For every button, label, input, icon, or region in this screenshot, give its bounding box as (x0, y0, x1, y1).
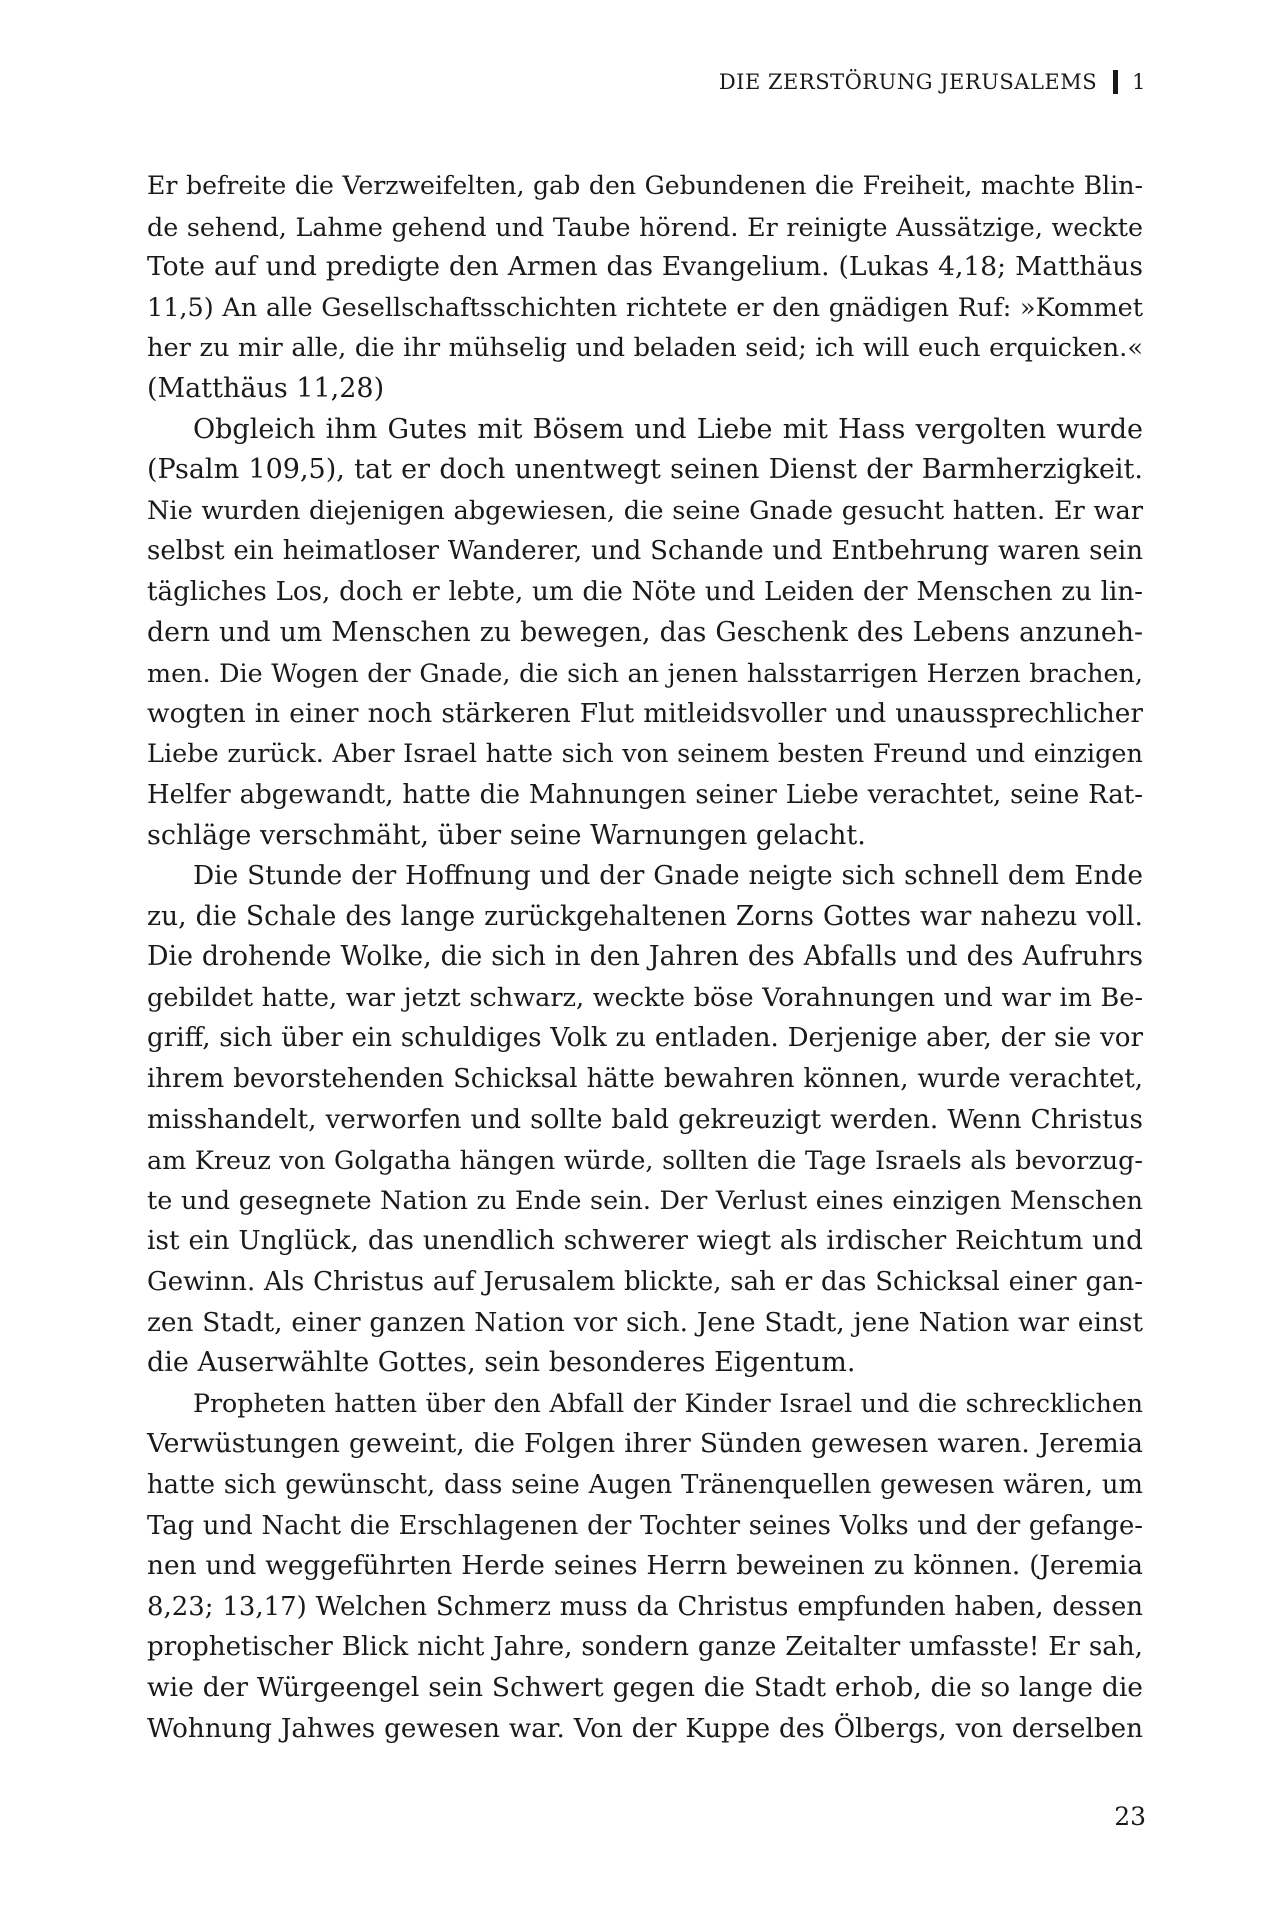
paragraph (147, 856, 1143, 1384)
text-line: te und gesegnete Nation zu Ende sein. Der Verlust eines einzigen Menschen (147, 1185, 1143, 1216)
text-line: wie der Würgeengel sein Schwert gegen die Stadt erhob, die so lange die (147, 1671, 1143, 1703)
body-text (147, 166, 1143, 1749)
text-line: (Psalm 109,5), tat er doch unentwegt seinen Dienst der Barmherzigkeit. (147, 454, 1143, 486)
text-line: prophetischer Blick nicht Jahre, sondern ganze Zeitalter umfasste! Er sah, (147, 1632, 1143, 1663)
running-head (719, 70, 1146, 94)
text-line: 8,23; 13,17) Welchen Schmerz muss da Christus empfunden haben, dessen (147, 1591, 1143, 1622)
paragraph (147, 410, 1143, 857)
text-line: nen und weggeführten Herde seines Herrn beweinen zu können. (Jeremia (147, 1551, 1143, 1582)
page-number: 23 (1114, 1802, 1146, 1831)
text-line: die Auserwählte Gottes, sein besonderes Eigentum. (147, 1347, 856, 1379)
text-line: selbst ein heimatloser Wanderer, und Schande und Entbehrung waren sein (147, 536, 1143, 567)
text-line: Helfer abgewandt, hatte die Mahnungen seiner Liebe verachtet, seine Rat- (147, 779, 1143, 810)
text-line: schläge verschmäht, über seine Warnungen gelacht. (147, 819, 866, 851)
chapter-title: DIE ZERSTÖRUNG JERUSALEMS (718, 70, 1098, 94)
text-line: dern und um Menschen zu bewegen, das Geschenk des Lebens anzuneh- (147, 616, 1143, 648)
text-line: am Kreuz von Golgatha hängen würde, sollten die Tage Israels als bevorzug- (147, 1145, 1143, 1176)
text-line: griff, sich über ein schuldiges Volk zu entladen. Derjenige aber, der sie vor (147, 1023, 1143, 1054)
text-line: 11,5) An alle Gesellschaftsschichten richtete er den gnädigen Ruf: »Kommet (147, 292, 1143, 323)
text-line: Tag und Nacht die Erschlagenen der Tochter seines Volks und der gefange- (147, 1510, 1143, 1541)
text-line: Wohnung Jahwes gewesen war. Von der Kuppe des Ölbergs, von derselben (147, 1713, 1143, 1744)
text-line: Verwüstungen geweint, die Folgen ihrer Sünden gewesen waren. Jeremia (147, 1428, 1143, 1460)
text-line: de sehend, Lahme gehend und Taube hörend. Er reinigte Aussätzige, weckte (147, 211, 1143, 242)
text-line: tägliches Los, doch er lebte, um die Nöte und Leiden der Menschen zu lin- (147, 576, 1143, 607)
text-line: Propheten hatten über den Abfall der Kinder Israel und die schrecklichen (193, 1388, 1143, 1418)
text-line: (Matthäus 11,28) (147, 372, 385, 404)
text-line: men. Die Wogen der Gnade, die sich an jenen halsstarrigen Herzen brachen, (147, 658, 1143, 689)
paragraph (147, 1384, 1143, 1749)
text-line: misshandelt, verworfen und sollte bald gekreuzigt werden. Wenn Christus (147, 1104, 1143, 1135)
text-line: Nie wurden diejenigen abgewiesen, die seine Gnade gesucht hatten. Er war (147, 495, 1143, 526)
text-line: Er befreite die Verzweifelten, gab den Gebundenen die Freiheit, machte Blin- (147, 171, 1143, 200)
text-line: Obgleich ihm Gutes mit Bösem und Liebe mit Hass vergolten wurde (193, 413, 1143, 445)
text-line: Gewinn. Als Christus auf Jerusalem blickte, sah er das Schicksal einer gan- (147, 1267, 1143, 1298)
text-line: zu, die Schale des lange zurückgehaltenen Zorns Gottes war nahezu voll. (147, 900, 1143, 932)
chapter-number: 1 (1132, 70, 1146, 94)
text-line: Die Stunde der Hoffnung und der Gnade neigte sich schnell dem Ende (193, 860, 1143, 892)
text-line: wogten in einer noch stärkeren Flut mitleidsvoller und unaussprechlicher (147, 697, 1143, 729)
paragraph (147, 166, 1143, 410)
text-line: ihrem bevorstehenden Schicksal hätte bewahren können, wurde verachtet, (147, 1064, 1143, 1095)
text-line: Tote auf und predigte den Armen das Evangelium. (Lukas 4,18; Matthäus (147, 251, 1143, 283)
text-line: her zu mir alle, die ihr mühselig und beladen seid; ich will euch erquicken.« (147, 333, 1143, 364)
text-line: Liebe zurück. Aber Israel hatte sich von seinem besten Freund und einzigen (147, 739, 1143, 770)
separator-bar (1113, 70, 1118, 94)
text-line: Die drohende Wolke, die sich in den Jahren des Abfalls und des Aufruhrs (147, 941, 1143, 973)
text-line: zen Stadt, einer ganzen Nation vor sich. Jene Stadt, jene Nation war einst (147, 1307, 1143, 1338)
text-line: ist ein Unglück, das unendlich schwerer wiegt als irdischer Reichtum und (147, 1226, 1143, 1257)
text-line: gebildet hatte, war jetzt schwarz, weckte böse Vorahnungen und war im Be- (147, 982, 1143, 1013)
text-line: hatte sich gewünscht, dass seine Augen Tränenquellen gewesen wären, um (147, 1470, 1143, 1500)
